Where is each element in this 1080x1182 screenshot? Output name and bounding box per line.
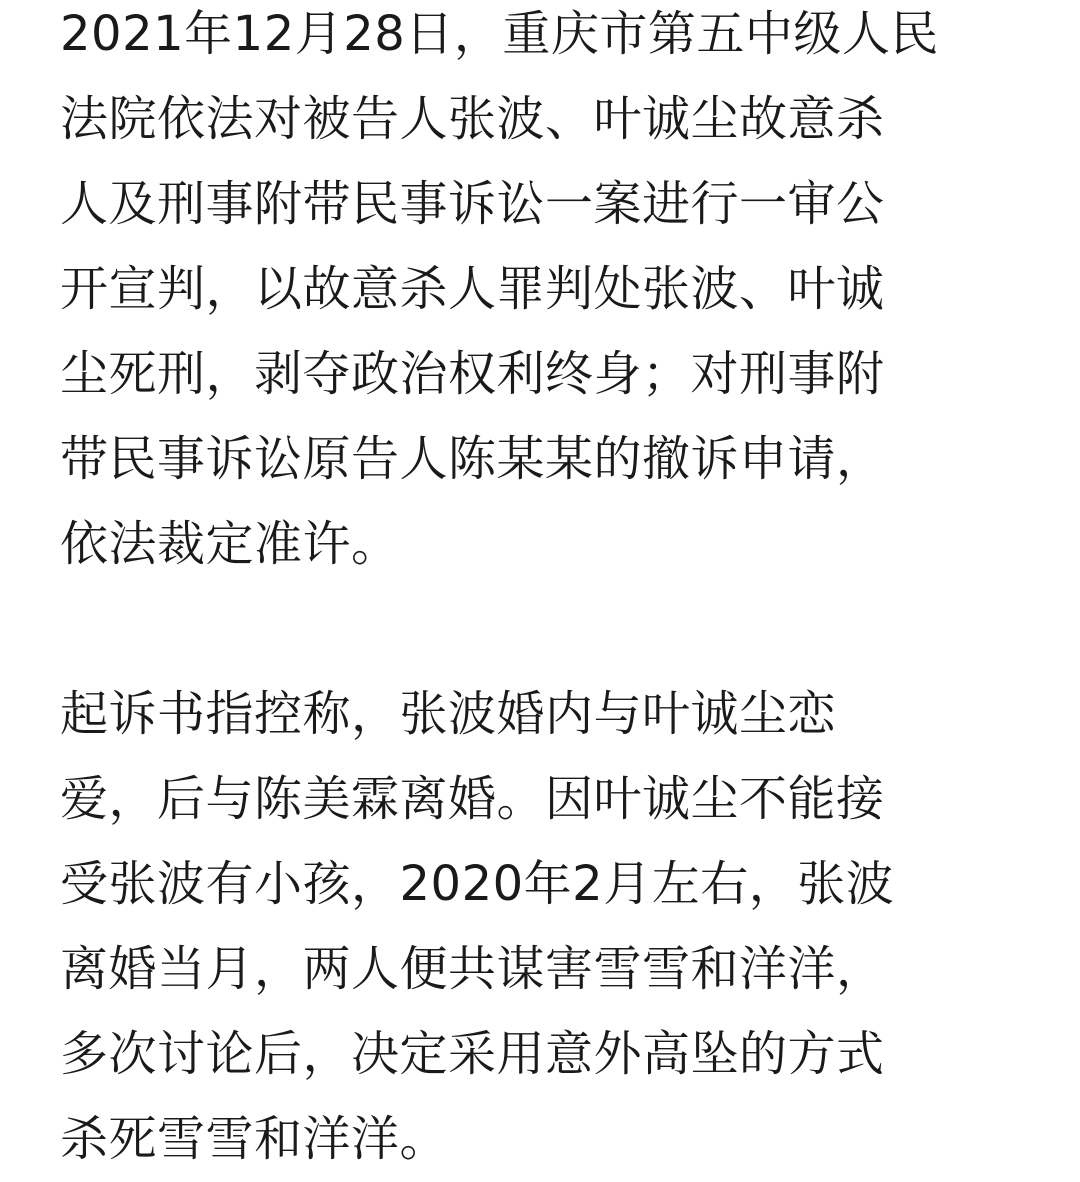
paragraph-verdict — [60, 0, 1028, 587]
text-line: 起诉书指控称，张波婚内与叶诚尘恋 — [60, 686, 837, 742]
text-line: 受张波有小孩，2020年2月左右，张波 — [60, 856, 895, 912]
text-line: 2021年12月28日，重庆市第五中级人民 — [60, 6, 939, 62]
text-line: 杀死雪雪和洋洋。 — [60, 1111, 449, 1167]
text-line: 依法裁定准许。 — [60, 516, 400, 572]
text-line: 离婚当月，两人便共谋害雪雪和洋洋， — [60, 941, 885, 997]
text-line: 爱，后与陈美霖离婚。因叶诚尘不能接 — [60, 771, 885, 827]
text-line: 尘死刑，剥夺政治权利终身；对刑事附 — [60, 346, 885, 402]
text-line: 带民事诉讼原告人陈某某的撤诉申请， — [60, 431, 885, 487]
paragraph-spacer — [60, 587, 1028, 672]
text-line: 多次讨论后，决定采用意外高坠的方式 — [60, 1026, 885, 1082]
text-line: 法院依法对被告人张波、叶诚尘故意杀 — [60, 91, 885, 147]
paragraph-indictment — [60, 672, 1028, 1182]
text-line: 开宣判，以故意杀人罪判处张波、叶诚 — [60, 261, 885, 317]
article-body — [60, 0, 1028, 1182]
text-line: 人及刑事附带民事诉讼一案进行一审公 — [60, 176, 885, 232]
